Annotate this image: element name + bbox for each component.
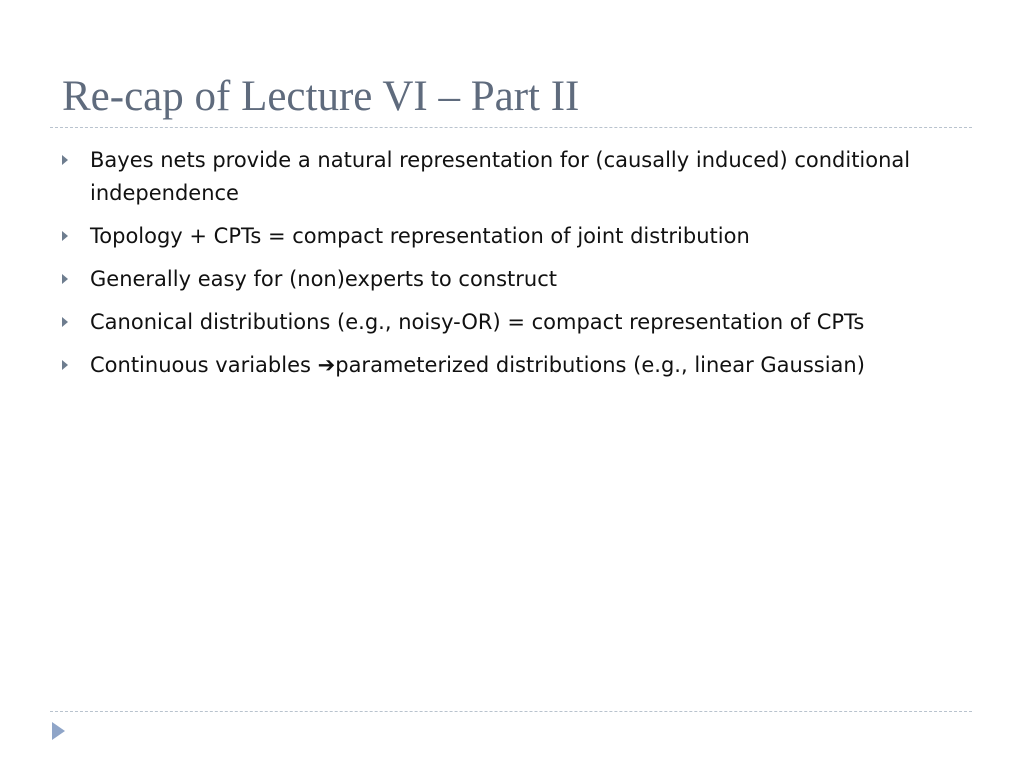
bullet-text-before: Continuous variables (90, 353, 318, 377)
bullet-item (62, 306, 992, 339)
bullet-item (62, 263, 992, 296)
triangle-right-icon (62, 274, 68, 284)
triangle-right-icon (62, 231, 68, 241)
triangle-right-icon (62, 317, 68, 327)
bullet-list (62, 144, 992, 392)
bullet-item (62, 220, 992, 253)
triangle-right-icon (62, 155, 68, 165)
bullet-text: Generally easy for (non)experts to construct (90, 267, 558, 291)
bullet-text: Topology + CPTs = compact representation of joint distribution (90, 224, 750, 248)
title-divider (50, 127, 972, 128)
next-slide-icon[interactable] (52, 722, 65, 740)
bullet-item (62, 349, 992, 382)
bullet-text-after: parameterized distributions (e.g., linear Gaussian) (335, 353, 865, 377)
slide-title: Re-cap of Lecture VI – Part II (62, 73, 580, 120)
arrow-right-icon: ➔ (317, 353, 336, 377)
footer-divider (50, 711, 972, 712)
bullet-text: Bayes nets provide a natural representation for (causally induced) conditional independence (90, 148, 911, 205)
bullet-text: Canonical distributions (e.g., noisy-OR) = compact representation of CPTs (90, 310, 865, 334)
bullet-item (62, 144, 992, 210)
bullet-text (90, 349, 992, 382)
triangle-right-icon (62, 360, 68, 370)
